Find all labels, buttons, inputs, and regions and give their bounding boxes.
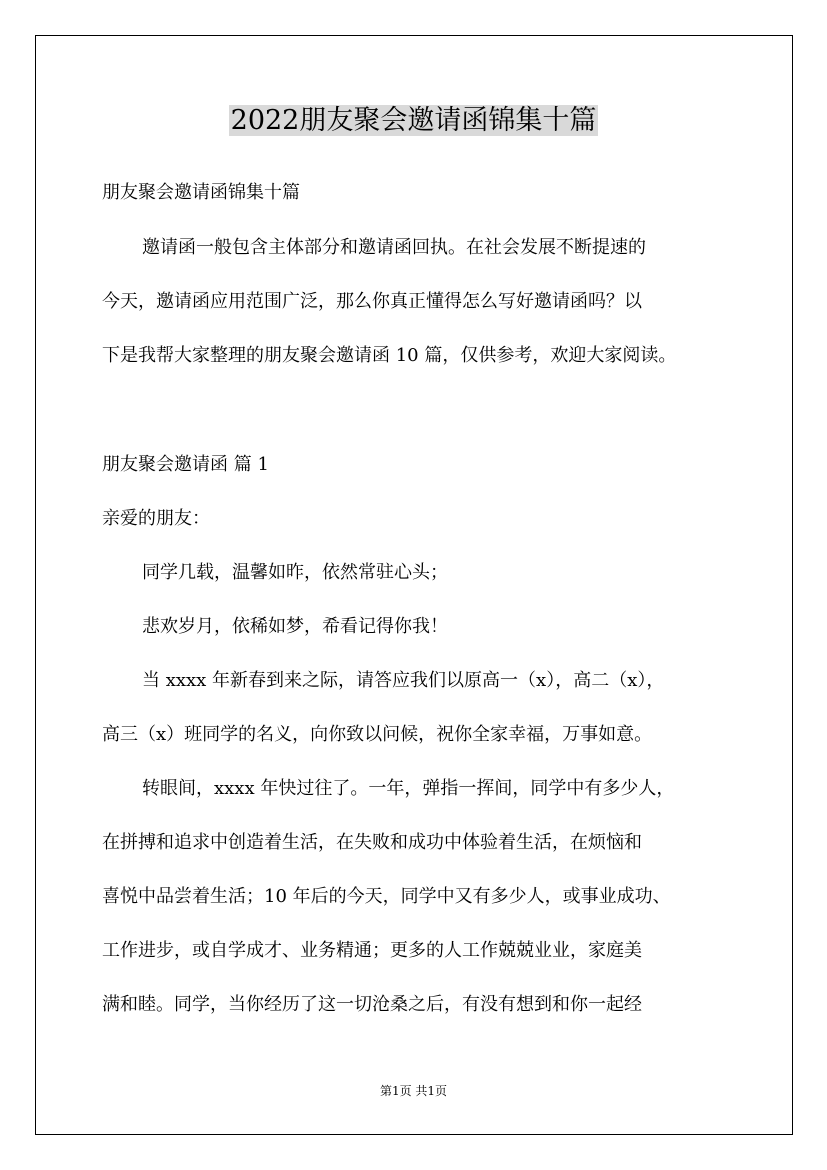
paragraph1-line-1: 当 xxxx 年新春到来之际，请答应我们以原高一（x），高二（x）， [142, 670, 665, 691]
paragraph1-line-2: 高三（x）班同学的名义，向你致以问候，祝你全家幸福，万事如意。 [102, 724, 653, 745]
paragraph2-line-2: 在拼搏和追求中创造着生活，在失败和成功中体验着生活，在烦恼和 [102, 832, 642, 853]
subtitle: 朋友聚会邀请函锦集十篇 [102, 182, 300, 203]
poem-line-2: 悲欢岁月，依稀如梦，希看记得你我！ [142, 616, 448, 637]
salutation: 亲爱的朋友： [102, 508, 210, 529]
document-title-text: 2022朋友聚会邀请函锦集十篇 [230, 105, 597, 136]
intro-line-2: 今天，邀请函应用范围广泛，那么你真正懂得怎么写好邀请函吗？以 [102, 291, 642, 312]
section-heading: 朋友聚会邀请函 篇 1 [102, 454, 269, 475]
paragraph2-line-1: 转眼间，xxxx 年快过往了。一年，弹指一挥间，同学中有多少人， [142, 778, 675, 799]
intro-line-3: 下是我帮大家整理的朋友聚会邀请函 10 篇，仅供参考，欢迎大家阅读。 [102, 345, 677, 366]
page-footer: 第1页 共1页 [379, 1084, 448, 1098]
paragraph2-line-3: 喜悦中品尝着生活；10 年后的今天，同学中又有多少人，或事业成功、 [102, 886, 671, 907]
paragraph2-line-4: 工作进步，或自学成才、业务精通；更多的人工作兢兢业业，家庭美 [102, 940, 642, 961]
paragraph2-line-5: 满和睦。同学，当你经历了这一切沧桑之后，有没有想到和你一起经 [102, 994, 642, 1015]
poem-line-1: 同学几载，温馨如昨，依然常驻心头； [142, 562, 448, 583]
intro-line-1: 邀请函一般包含主体部分和邀请函回执。在社会发展不断提速的 [142, 237, 646, 258]
document-title [0, 101, 827, 141]
